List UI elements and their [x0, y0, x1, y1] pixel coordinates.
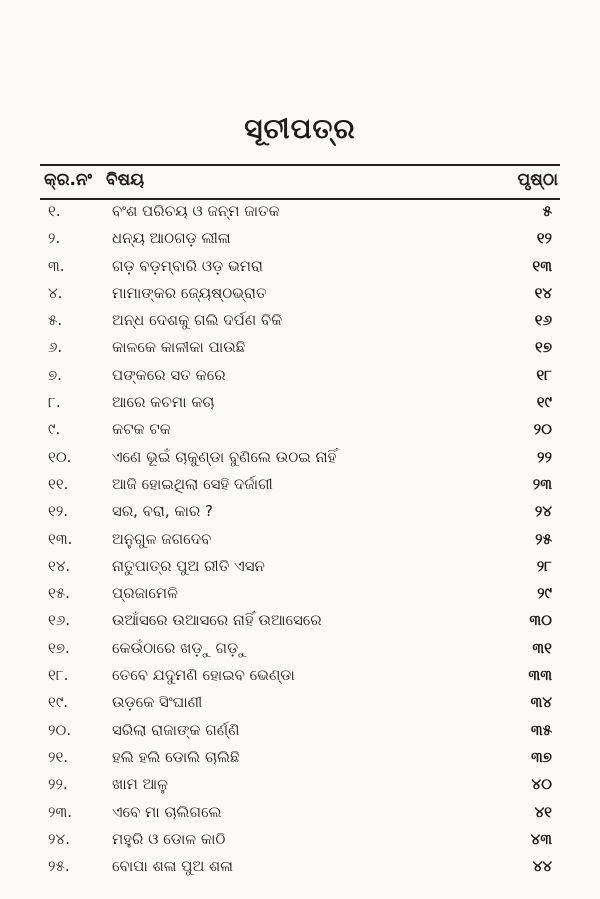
row-serial: ୧୯. — [48, 693, 69, 712]
row-subject: ଖାମ ଆଳୁ — [112, 775, 168, 794]
row-page: ୨୪ — [534, 502, 552, 521]
table-row — [40, 662, 560, 689]
row-serial: ୪. — [48, 283, 63, 302]
table-row — [40, 307, 560, 334]
row-serial: ୨୩. — [48, 802, 73, 821]
table-row — [40, 444, 560, 471]
row-subject: ସର, ବରା, କାର ? — [112, 502, 213, 521]
row-page: ୪୪ — [532, 857, 552, 876]
row-serial: ୧୩. — [48, 529, 73, 548]
row-page: ୪୦ — [531, 775, 552, 794]
row-page: ୪୩ — [530, 829, 552, 848]
table-row — [40, 635, 560, 662]
row-serial: ୧. — [48, 202, 61, 220]
row-subject: ମହୁରି ଓ ଡୋଳ କାଠି — [112, 829, 226, 848]
table-row — [40, 253, 560, 280]
row-subject: ପ୍ରଜାମେଳି — [112, 584, 178, 603]
row-subject: ମାମାଙ୍କର ଜ୍ୟେଷ୍ଠଭ୍ରାତ — [112, 283, 267, 302]
row-subject: ନାତୁପାତ୍ର ପୁଅ ରୀତି ଏସନ — [112, 556, 265, 575]
row-serial: ୨୧. — [48, 747, 69, 766]
row-subject: ଉଡ଼କେ ସିଂଘାଣୀ — [112, 693, 203, 712]
row-serial: ୫. — [48, 311, 63, 330]
table-row — [40, 553, 560, 580]
row-serial: ୧୮. — [48, 666, 69, 685]
row-page: ୨୯ — [537, 584, 552, 603]
row-serial: ୧୦. — [48, 447, 72, 466]
row-page: ୩୪ — [530, 693, 552, 712]
row-serial: ୧୧. — [48, 474, 69, 493]
row-serial: ୮. — [48, 393, 61, 412]
table-row — [40, 334, 560, 361]
header-page: ପୃଷ୍ଠା — [517, 170, 558, 190]
row-subject: ବୋପା ଶଳା ପୁଅ ଶଳା — [112, 857, 233, 876]
table-row — [40, 771, 560, 798]
table-row — [40, 744, 560, 771]
row-serial: ୨. — [48, 229, 61, 248]
table-row — [40, 416, 560, 443]
row-page: ୩୧ — [532, 638, 552, 657]
header-subject: ବିଷୟ — [106, 170, 145, 190]
row-subject: ଆରେ କଚମା କଚା — [112, 393, 215, 412]
row-subject: ଉଆଁସରେ ଉଆସରେ ନାହିଁ ଉଆସେରେ — [112, 611, 322, 630]
table-row — [40, 826, 560, 853]
row-page: ୫ — [542, 202, 552, 220]
row-subject: ଗଡ଼ ବଡ଼ମ୍ବାରି ଓଡ଼ ଭମରା — [112, 256, 263, 275]
row-page: ୧୯ — [536, 393, 552, 412]
table-row — [40, 198, 560, 225]
table-row — [40, 717, 560, 744]
row-subject: କେଉଁଠାରେ ଖଡ଼ୁ ଗଡ଼ୁ — [112, 638, 247, 657]
row-subject: ସରିଲା ରାଜାଙ୍କ ଗର୍ଣ୍ଣି — [112, 720, 240, 739]
table-row — [40, 526, 560, 553]
row-serial: ୧୨. — [48, 502, 69, 521]
row-subject: କଟକ ଟକ — [112, 420, 171, 439]
row-serial: ୬. — [48, 338, 63, 357]
table-row — [40, 498, 560, 525]
row-serial: ୨୨. — [48, 775, 68, 794]
row-serial: ୧୫. — [48, 584, 70, 603]
table-row — [40, 853, 560, 880]
table-row — [40, 580, 560, 607]
row-page: ୧୬ — [534, 311, 552, 330]
row-serial: ୨୪. — [48, 829, 70, 848]
row-page: ୩୫ — [530, 720, 552, 739]
row-subject: ବଂଶ ପରିଚୟ ଓ ଜନ୍ମ ଜାତକ — [112, 202, 280, 220]
row-subject: ତେବେ ଯଦୁମଣି ହୋଇବ ଭେଣ୍ଡା — [112, 666, 295, 685]
page-title: ସୂଚୀପତ୍ର — [244, 112, 356, 145]
table-row — [40, 689, 560, 716]
row-page: ୧୪ — [534, 283, 552, 302]
row-subject: ଅନ୍ଧ ଦେଶକୁ ଗଲି ଦର୍ପଣ ବିକି — [112, 311, 283, 330]
row-page: ୧୩ — [532, 256, 552, 275]
row-serial: ୧୬. — [48, 611, 71, 630]
row-subject: ହଲି ହଲି ଡୋଲି ଚାଲିଛି — [112, 747, 240, 766]
row-page: ୪୧ — [534, 802, 552, 821]
row-serial: ୯. — [48, 420, 61, 439]
row-subject: କାଳକେ କାଳୀକା ପାଉଛି — [112, 338, 246, 357]
table-row — [40, 471, 560, 498]
row-subject: ଧନ୍ୟ ଆଠଗଡ଼ ଲୀଳା — [112, 229, 231, 248]
header-serial: କ୍ର.ନଂ — [44, 170, 92, 190]
table-row — [40, 280, 560, 307]
row-serial: ୧୭. — [48, 638, 70, 657]
row-page: ୧୭ — [535, 338, 552, 357]
row-page: ୨୦ — [533, 420, 552, 439]
table-row — [40, 607, 560, 634]
row-page: ୨୫ — [535, 529, 552, 548]
contents-list — [40, 198, 560, 880]
row-serial: ୩. — [48, 256, 65, 275]
row-subject: ଅନୁଗୁଳ ଜଗଦେବ — [112, 529, 212, 548]
row-page: ୩୦ — [529, 611, 552, 630]
row-page: ୨୮ — [536, 556, 552, 575]
row-serial: ୧୪. — [48, 556, 71, 575]
row-page: ୨୩ — [532, 474, 552, 493]
row-subject: ଏବେ ମା ଚାଲିଗଲେ — [112, 802, 222, 821]
row-serial: ୨୦. — [48, 720, 72, 739]
table-row — [40, 799, 560, 826]
table-row — [40, 389, 560, 416]
row-page: ୩୭ — [531, 747, 552, 766]
row-serial: ୭. — [48, 365, 62, 384]
row-page: ୩୩ — [528, 666, 552, 685]
row-subject: ଆଜି ହୋଇଥିଲା ସେହି ଦର୍ଜାଗୀ — [112, 474, 273, 493]
table-row — [40, 225, 560, 252]
table-row — [40, 362, 560, 389]
table-header — [40, 164, 560, 200]
row-page: ୨୨ — [537, 447, 552, 466]
row-serial: ୨୫. — [48, 857, 70, 876]
row-subject: ଏଣେ ଭୂଇଁ ଚାକୁଣ୍ଡା ବୁଣିଲେ ଉଠଇ ନାହିଁ — [112, 447, 337, 466]
row-page: ୧୮ — [536, 365, 552, 384]
row-page: ୧୨ — [536, 229, 552, 248]
row-subject: ପଙ୍କରେ ସତ କରେ — [112, 365, 226, 384]
